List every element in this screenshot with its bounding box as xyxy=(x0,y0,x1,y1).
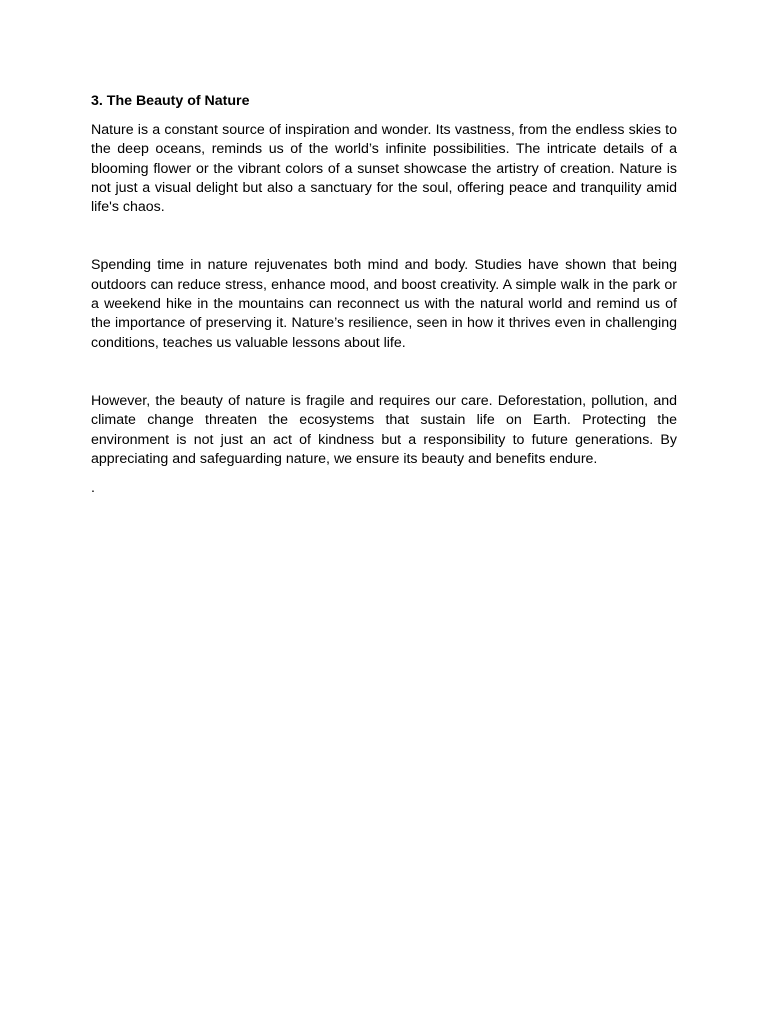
document-page xyxy=(91,92,677,498)
trailing-period: . xyxy=(91,480,95,497)
paragraph-spacer xyxy=(91,353,677,392)
paragraph-3: However, the beauty of nature is fragile and requires our care. Deforestation, pollution, and climate change threaten the ecosystems that sustain life on Earth. Protecting the environment is not just an act of kindness but a responsibility to future generations. By appreciating and safeguarding nature, we ensure its beauty and benefits endure. xyxy=(91,392,677,467)
paragraph-spacer xyxy=(91,217,677,256)
section-heading: 3. The Beauty of Nature xyxy=(91,93,250,109)
paragraph-1: Nature is a constant source of inspiration and wonder. Its vastness, from the endless skies to the deep oceans, reminds us of the world’s infinite possibilities. The intricate details of a blooming flower or the vibrant colors of a sunset showcase the artistry of creation. Nature is not just a visual delight but also a sanctuary for the soul, offering peace and tranquility amid life's chaos. xyxy=(91,122,677,216)
paragraph-2: Spending time in nature rejuvenates both mind and body. Studies have shown that being outdoors can reduce stress, enhance mood, and boost creativity. A simple walk in the park or a weekend hike in the mountains can reconnect us with the natural world and remind us of the importance of preserving it. Nature’s resilience, seen in how it thrives even in challenging conditions, teaches us valuable lessons about life. xyxy=(91,257,677,351)
